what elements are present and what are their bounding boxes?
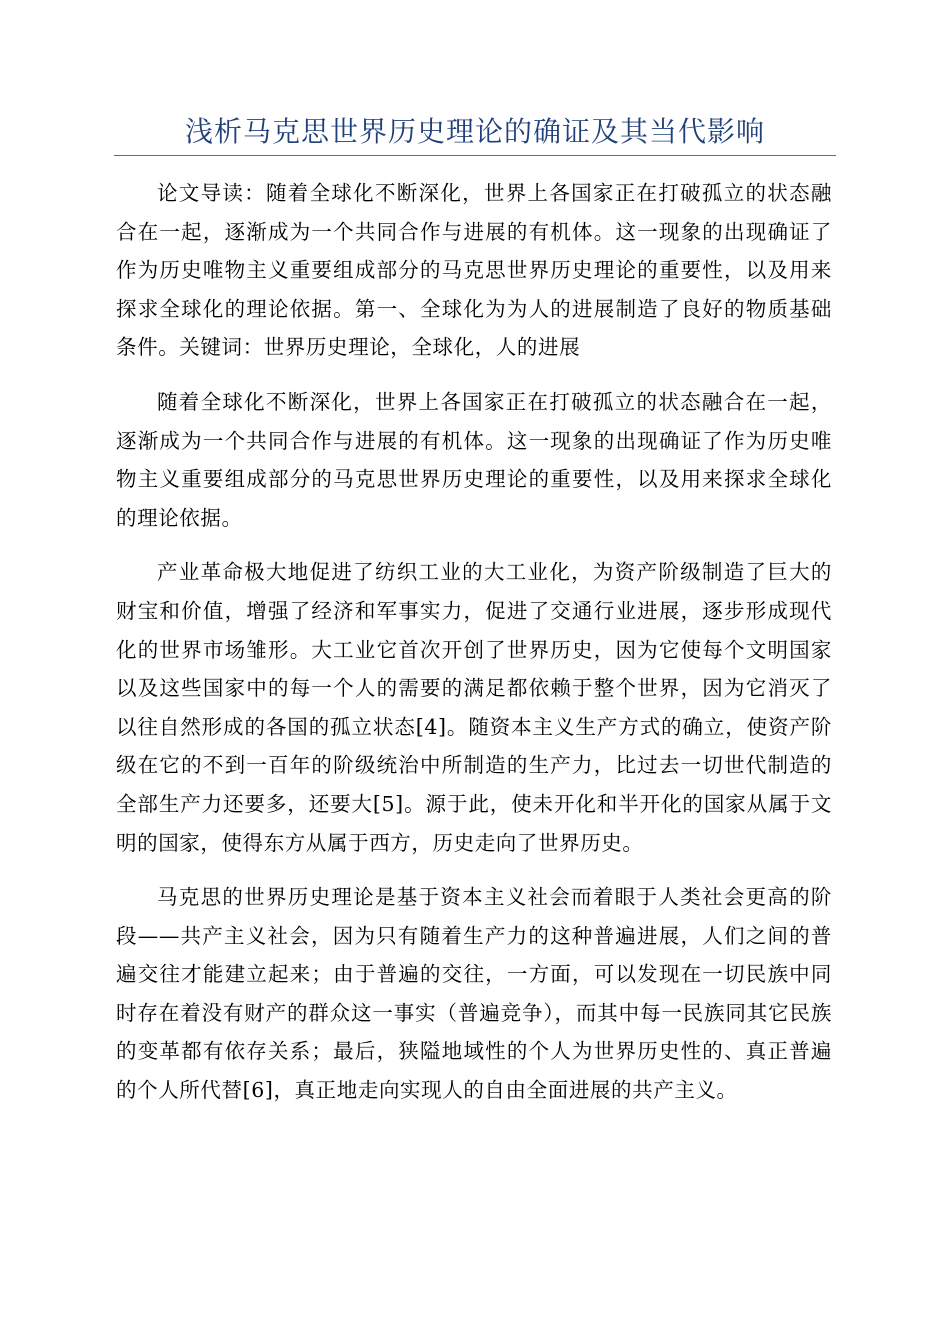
title-divider [114, 155, 836, 156]
document-body [116, 174, 832, 1126]
paragraph-introduction: 随着全球化不断深化，世界上各国家正在打破孤立的状态融合在一起，逐渐成为一个共同合作与进展的有机体。这一现象的出现确证了作为历史唯物主义重要组成部分的马克思世界历史理论的重要性，以及用来探求全球化的理论依据。 [116, 389, 832, 530]
paragraph-industrial-revolution: 产业革命极大地促进了纺织工业的大工业化，为资产阶级制造了巨大的财宝和价值，增强了经济和军事实力，促进了交通行业进展，逐步形成现代化的世界市场雏形。大工业它首次开创了世界历史，因为它使每个文明国家以及这些国家中的每一个人的需要的满足都依赖于整个世界，因为它消灭了以往自然形成的各国的孤立状态[4]。随资本主义生产方式的确立，使资产阶级在它的不到一百年的阶级统治中所制造的生产力，比过去一切世代制造的全部生产力还要多，还要大[5]。源于此，使未开化和半开化的国家从属于文明的国家，使得东方从属于西方，历史走向了世界历史。 [116, 560, 832, 855]
paragraph-world-history-theory: 马克思的世界历史理论是基于资本主义社会而着眼于人类社会更高的阶段——共产主义社会，因为只有随着生产力的这种普遍进展，人们之间的普遍交往才能建立起来；由于普遍的交往，一方面，可以发现在一切民族中同时存在着没有财产的群众这一事实（普遍竞争），而其中每一民族同其它民族的变革都有依存关系；最后，狭隘地域性的个人为世界历史性的、真正普遍的个人所代替[6]，真正地走向实现人的自由全面进展的共产主义。 [116, 885, 832, 1103]
paragraph-abstract: 论文导读：随着全球化不断深化，世界上各国家正在打破孤立的状态融合在一起，逐渐成为一个共同合作与进展的有机体。这一现象的出现确证了作为历史唯物主义重要组成部分的马克思世界历史理论的重要性，以及用来探求全球化的理论依据。第一、全球化为为人的进展制造了良好的物质基础条件。关键词：世界历史理论，全球化，人的进展 [116, 181, 832, 360]
document-title: 浅析马克思世界历史理论的确证及其当代影响 [184, 115, 765, 148]
